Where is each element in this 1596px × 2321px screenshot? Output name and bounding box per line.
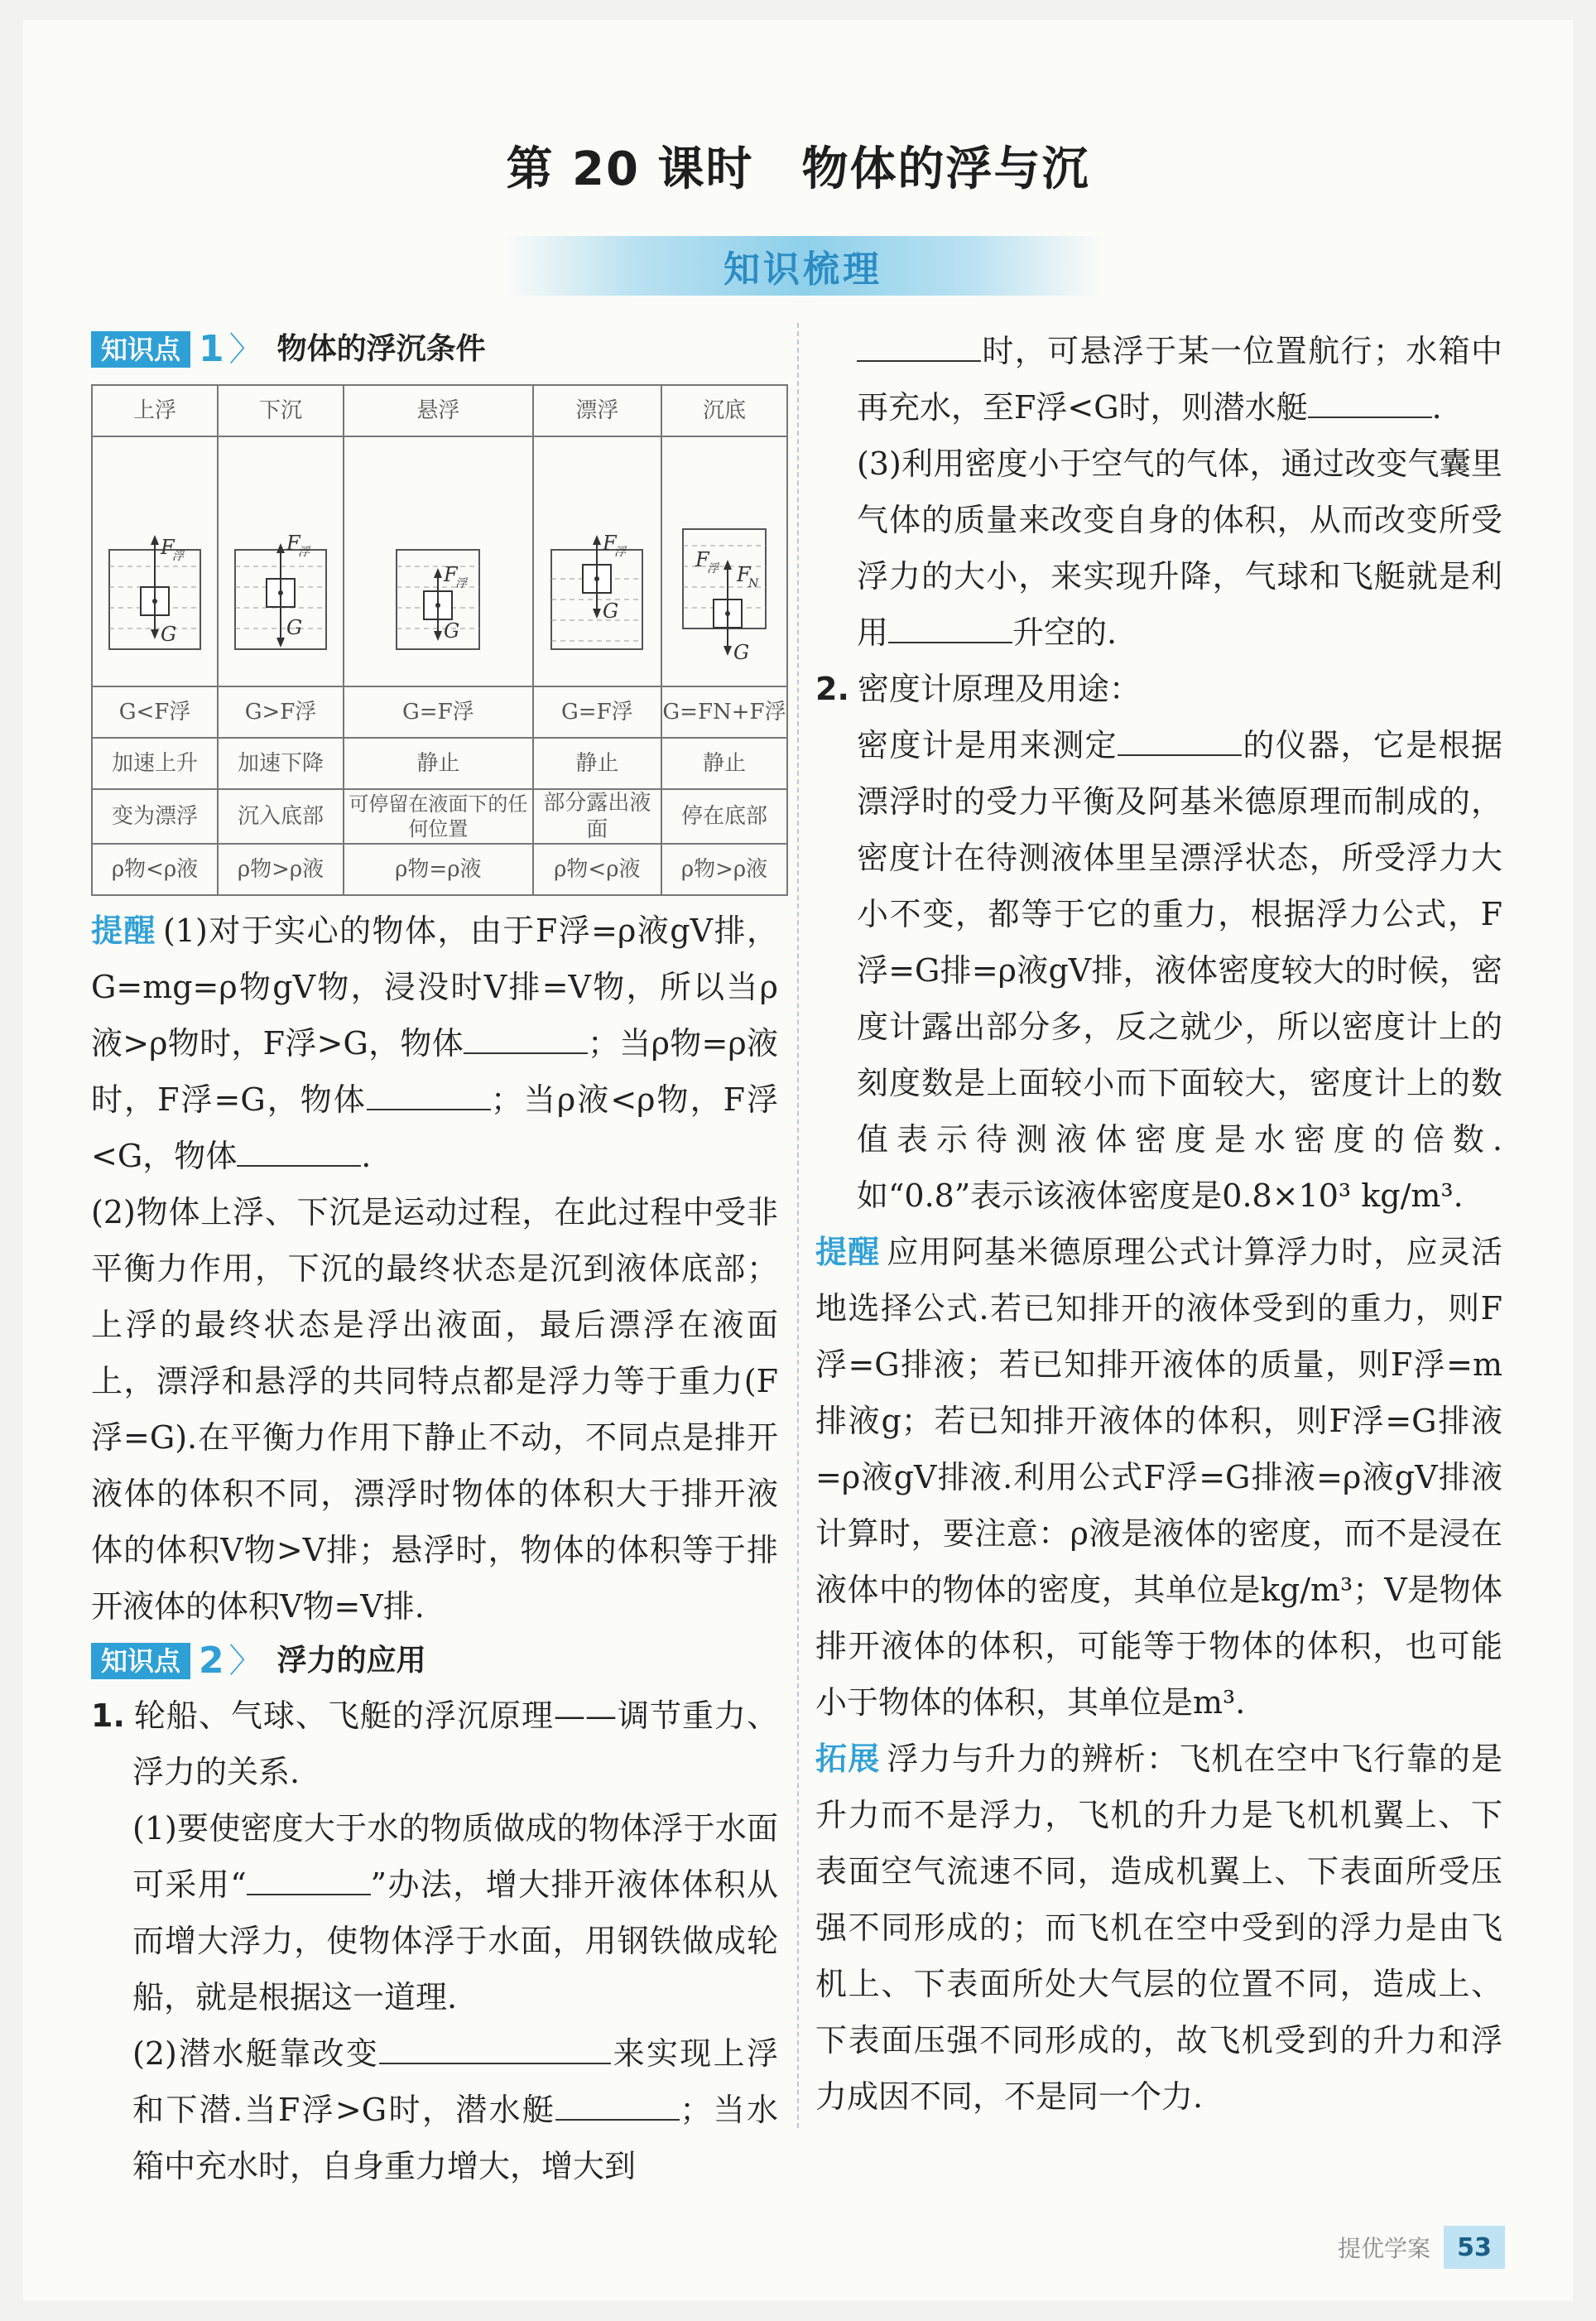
kp-title: 浮力的应用 (276, 1644, 426, 1678)
item-text: 来实现上浮和下潜.当F浮>G时，潜水艇 (132, 2035, 778, 2128)
force-label-sub: 浮 (614, 546, 627, 559)
diagram-resting-bottom (661, 436, 787, 686)
item-text: (2)潜水艇靠改变 (132, 2035, 380, 2072)
diagram-floating (533, 436, 661, 686)
table-cell: ρ物<ρ液 (92, 844, 218, 895)
page-title: 第 20 课时 物体的浮与沉 (506, 142, 1090, 196)
table-diagram-row (92, 436, 787, 686)
right-column (815, 323, 1502, 2125)
item-1-sub-2 (91, 2025, 778, 2194)
table-row (92, 789, 787, 844)
answer-blank[interactable] (555, 2086, 680, 2121)
table-row (92, 738, 787, 789)
answer-blank[interactable] (888, 609, 1012, 643)
table-cell: ρ物>ρ液 (661, 844, 787, 895)
hint-text: 应用阿基米德原理公式计算浮力时，应灵活地选择公式.若已知排开的液体受到的重力，则F浮=G排液；若已知排开液体的质量，则F浮=m排液g；若已知排开液体的体积，则F浮=G排液=ρ液gV排液.利用公式F浮=G排液=ρ液gV排液计算时，要注意：ρ液是液体的密度，而不是浸在液体中的物体的密度，其单位是kg/m³；V是物体排开液体的体积，可能等于物体的体积，也可能小于物体的体积，其单位是m³. (815, 1234, 1502, 1721)
force-label-sub: 浮 (455, 577, 468, 590)
force-label-sub: N (748, 577, 759, 590)
table-cell: ρ物<ρ液 (533, 844, 661, 895)
kp-chevron-icon: 〉 (228, 1642, 262, 1680)
extension-label: 拓展 (815, 1741, 881, 1777)
answer-blank[interactable] (237, 1132, 361, 1167)
hint-text: ；当ρ液<ρ物，F浮<G，物体 (91, 1081, 779, 1174)
knowledge-point-2-heading (91, 1635, 778, 1688)
item-text: 的仪器，它是根据漂浮时的受力平衡及阿基米德原理而制成的，密度计在待测液体里呈漂浮状态，所受浮力大小不变，都等于它的重力，根据浮力公式，F浮=G排=ρ液gV排，液体密度较大的时候，密度计露出部分多，反之就少，所以密度计上的刻度数是上面较小而下面较大，密度计上的数值表示待测液体密度是水密度的倍数.如“0.8”表示该液体密度是0.8×10³ kg/m³. (857, 727, 1502, 1214)
item-2 (815, 661, 1502, 717)
table-cell: 静止 (344, 738, 533, 789)
item-text: ；当水箱中充水时，自身重力增大，增大到 (132, 2092, 778, 2184)
table-cell: 静止 (661, 738, 787, 789)
hint-label: 提醒 (91, 913, 156, 949)
table-cell: 静止 (533, 738, 661, 789)
force-label: F (695, 548, 709, 571)
table-cell: 可停留在液面下的任何位置 (344, 789, 533, 844)
item-1-sub-2-cont (815, 323, 1502, 436)
hint-3 (815, 1224, 1502, 1731)
kp-title: 物体的浮沉条件 (276, 332, 486, 366)
force-label-sub: 浮 (706, 562, 719, 575)
answer-blank[interactable] (247, 1861, 371, 1895)
force-label-sub: 浮 (172, 550, 184, 563)
table-cell: 部分露出液面 (533, 789, 661, 844)
item-number: 1. (91, 1697, 125, 1734)
kp-tag: 知识点 (91, 331, 190, 368)
kp-tag: 知识点 (91, 1643, 190, 1679)
item-1-sub-3 (815, 436, 1502, 661)
hint-text: (1)对于实心的物体，由于F浮=ρ液gV排，G=mg=ρ物gV物，浸没时V排=V物，所以当ρ液>ρ物时，F浮>G，物体 (91, 913, 778, 1062)
answer-blank[interactable] (1118, 721, 1242, 756)
table-cell: 沉入底部 (218, 789, 344, 844)
table-row (92, 844, 787, 895)
item-text: (3)利用密度小于空气的气体，通过改变气囊里气体的质量来改变自身的体积，从而改变所受浮力的大小，来实现升降，气球和飞艇就是利用 (857, 445, 1502, 651)
table-cell: G=FN+F浮 (661, 686, 787, 738)
table-header-row (92, 385, 787, 436)
item-2-body (815, 717, 1502, 1224)
force-label: F (603, 532, 617, 555)
answer-blank[interactable] (367, 1076, 491, 1110)
table-header-cell: 悬浮 (344, 385, 533, 436)
item-text: 时，可悬浮于某一位置航行；水箱中再充水，至F浮<G时，则潜水艇 (857, 333, 1502, 426)
table-header-cell: 沉底 (661, 385, 787, 436)
table-cell: 变为漂浮 (92, 789, 218, 844)
table-cell: G=F浮 (344, 686, 533, 738)
item-title: 密度计原理及用途： (857, 671, 1141, 707)
extension (815, 1731, 1502, 2125)
table-cell: 加速上升 (92, 738, 218, 789)
item-1-sub-1 (91, 1800, 778, 2025)
page-footer (1338, 2226, 1505, 2269)
hint-1 (91, 903, 778, 1184)
force-label: G (286, 616, 303, 639)
item-text: (1)要使密度大于水的物质做成的物体浮于水面可采用“ (132, 1810, 778, 1903)
force-label: F (736, 563, 751, 586)
table-cell: G=F浮 (533, 686, 661, 738)
diagram-suspended (344, 436, 533, 686)
answer-blank[interactable] (379, 2030, 611, 2064)
hint-text: . (361, 1138, 372, 1174)
table-cell: 停在底部 (661, 789, 787, 844)
answer-blank[interactable] (1308, 383, 1432, 418)
table-cell: 加速下降 (218, 738, 344, 789)
force-label: G (733, 641, 750, 664)
kp-number: 1 (199, 328, 224, 370)
answer-blank[interactable] (857, 327, 981, 362)
force-label: F (286, 532, 300, 555)
section-banner (505, 236, 1101, 296)
force-label-sub: 浮 (298, 546, 310, 559)
buoyancy-conditions-table (91, 384, 788, 896)
footer-brand: 提优学案 (1337, 2235, 1430, 2262)
table-cell: G>F浮 (218, 686, 344, 738)
diagram-sinking (218, 436, 344, 686)
table-header-cell: 下沉 (218, 385, 344, 436)
table-header-cell: 上浮 (92, 385, 218, 436)
table-cell: ρ物=ρ液 (344, 844, 533, 895)
diagram-rising (92, 436, 218, 686)
knowledge-point-1-heading (91, 323, 778, 376)
item-number: 2. (815, 671, 849, 707)
item-text: 密度计是用来测定 (857, 727, 1118, 763)
kp-number: 2 (199, 1640, 224, 1682)
table-cell: ρ物>ρ液 (218, 844, 344, 895)
item-text: 升空的. (1012, 614, 1118, 651)
item-1 (91, 1688, 778, 1800)
extension-text: 浮力与升力的辨析：飞机在空中飞行靠的是升力而不是浮力，飞机的升力是飞机机翼上、下表面空气流速不同，造成机翼上、下表面所受压强不同形成的；而飞机在空中受到的浮力是由飞机上、下表面所处大气层的位置不同，造成上、下表面压强不同形成的，故飞机受到的升力和浮力成因不同，不是同一个力. (815, 1741, 1502, 2115)
column-divider (797, 323, 799, 2128)
table-header-cell: 漂浮 (533, 385, 661, 436)
item-text: . (1431, 389, 1442, 426)
force-label: F (161, 536, 175, 559)
force-label: G (603, 600, 619, 623)
left-column (91, 323, 786, 2194)
table-cell: G<F浮 (92, 686, 218, 738)
force-label: G (161, 623, 177, 646)
table-row (92, 686, 787, 738)
force-label: G (444, 619, 460, 643)
hint-2: (2)物体上浮、下沉是运动过程，在此过程中受非平衡力作用，下沉的最终状态是沉到液体底部；上浮的最终状态是浮出液面，最后漂浮在液面上，漂浮和悬浮的共同特点都是浮力等于重力(F浮=G).在平衡力作用下静止不动，不同点是排开液体的体积不同，漂浮时物体的体积大于排开液体的体积V物>V排；悬浮时，物体的体积等于排开液体的体积V物=V排. (91, 1194, 778, 1625)
item-text: ”办法，增大排开液体体积从而增大浮力，使物体浮于水面，用钢铁做成轮船，就是根据这一道理. (132, 1866, 778, 2015)
hint-text: ；当ρ物=ρ液时，F浮=G，物体 (91, 1025, 778, 1118)
kp-chevron-icon: 〉 (228, 330, 262, 368)
hint-label: 提醒 (815, 1234, 881, 1270)
section-banner-label: 知识梳理 (723, 248, 882, 291)
page-number: 53 (1444, 2226, 1505, 2269)
force-label: F (444, 563, 458, 586)
item-text: 轮船、气球、飞艇的浮沉原理——调节重力、浮力的关系. (132, 1697, 778, 1790)
answer-blank[interactable] (464, 1019, 588, 1054)
